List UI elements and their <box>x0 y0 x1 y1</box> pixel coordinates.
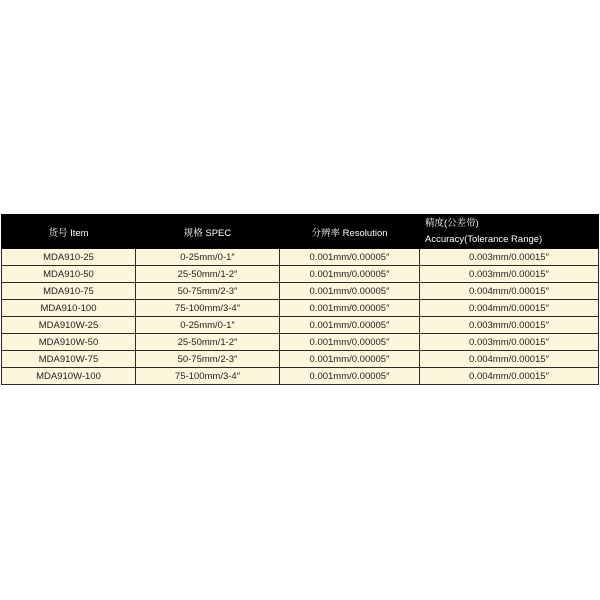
resolution-cell: 0.001mm/0.00005″ <box>280 249 420 266</box>
spec-cell: 50-75mm/2-3″ <box>136 351 280 368</box>
resolution-header: 分辨率 Resolution <box>280 215 420 249</box>
table-row <box>2 368 599 385</box>
resolution-cell: 0.001mm/0.00005″ <box>280 334 420 351</box>
item-cell: MDA910W-50 <box>2 334 136 351</box>
spec-cell: 25-50mm/1-2″ <box>136 334 280 351</box>
accuracy-cell: 0.003mm/0.00015″ <box>420 249 599 266</box>
spec-cell: 25-50mm/1-2″ <box>136 266 280 283</box>
accuracy-cell: 0.004mm/0.00015″ <box>420 368 599 385</box>
spec-table <box>1 214 599 385</box>
resolution-cell: 0.001mm/0.00005″ <box>280 300 420 317</box>
table-row <box>2 249 599 266</box>
accuracy-header-cn: 精度(公差带) <box>425 217 479 229</box>
spec-cell: 0-25mm/0-1″ <box>136 249 280 266</box>
resolution-cell: 0.001mm/0.00005″ <box>280 283 420 300</box>
accuracy-cell: 0.004mm/0.00015″ <box>420 300 599 317</box>
table-row <box>2 283 599 300</box>
accuracy-cell: 0.004mm/0.00015″ <box>420 283 599 300</box>
accuracy-cell: 0.003mm/0.00015″ <box>420 266 599 283</box>
table-row <box>2 266 599 283</box>
item-cell: MDA910W-75 <box>2 351 136 368</box>
item-cell: MDA910W-25 <box>2 317 136 334</box>
resolution-cell: 0.001mm/0.00005″ <box>280 266 420 283</box>
accuracy-cell: 0.004mm/0.00015″ <box>420 351 599 368</box>
spec-cell: 0-25mm/0-1″ <box>136 317 280 334</box>
spec-cell: 75-100mm/3-4″ <box>136 368 280 385</box>
spec-header: 规格 SPEC <box>136 215 280 249</box>
item-cell: MDA910-50 <box>2 266 136 283</box>
table-row <box>2 351 599 368</box>
accuracy-cell: 0.003mm/0.00015″ <box>420 334 599 351</box>
item-cell: MDA910-25 <box>2 249 136 266</box>
spec-cell: 75-100mm/3-4″ <box>136 300 280 317</box>
table-row <box>2 317 599 334</box>
item-header: 货号 Item <box>2 215 136 249</box>
accuracy-header <box>420 215 599 249</box>
accuracy-cell: 0.003mm/0.00015″ <box>420 317 599 334</box>
accuracy-header-en: Accuracy(Tolerance Range) <box>425 233 543 245</box>
item-cell: MDA910-75 <box>2 283 136 300</box>
item-cell: MDA910-100 <box>2 300 136 317</box>
table-row <box>2 334 599 351</box>
table-row <box>2 300 599 317</box>
resolution-cell: 0.001mm/0.00005″ <box>280 351 420 368</box>
resolution-cell: 0.001mm/0.00005″ <box>280 317 420 334</box>
header-row <box>2 215 599 249</box>
resolution-cell: 0.001mm/0.00005″ <box>280 368 420 385</box>
spec-cell: 50-75mm/2-3″ <box>136 283 280 300</box>
item-cell: MDA910W-100 <box>2 368 136 385</box>
